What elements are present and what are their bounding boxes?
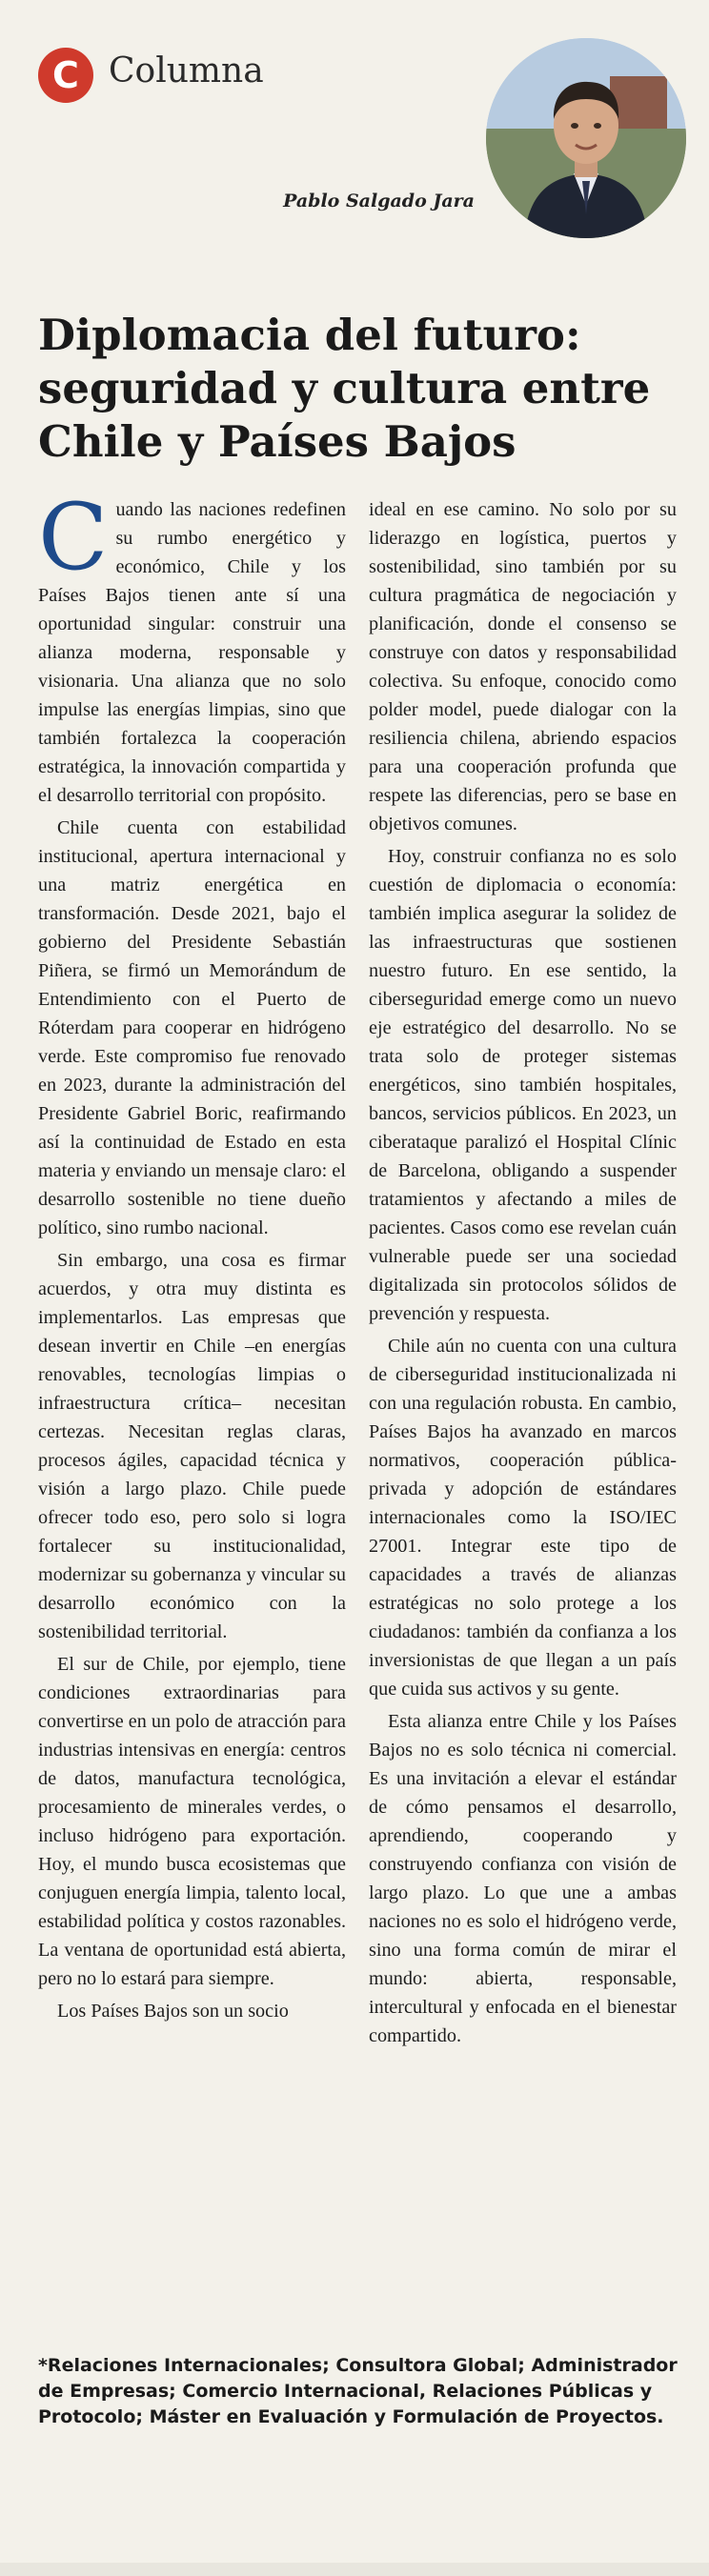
title-line-2: seguridad y cultura entre	[38, 363, 651, 414]
article-column-right	[369, 495, 677, 2363]
author-name: Pablo Salgado Jara	[283, 191, 475, 211]
article-body	[38, 484, 677, 2363]
paragraph: ideal en ese camino. No solo por su liderazgo en logística, puertos y sostenibilidad, sino también por su cultura pragmática de negociación y planificación, donde el consenso se construye con datos y responsabilidad colectiva. Su enfoque, conocido como polder model, puede dialogar con la resiliencia chilena, abriendo espacios para una cooperación profunda que respete las diferencias, pero se base en objetivos comunes.	[369, 499, 677, 835]
section-label: Columna	[109, 51, 264, 91]
title-line-1: Diplomacia del futuro:	[38, 310, 581, 361]
paragraph: Los Países Bajos son un socio	[57, 2001, 289, 2022]
paragraph	[38, 484, 346, 810]
paragraph: Chile cuenta con estabilidad institucional, apertura internacional y una matriz energética en transformación. Desde 2021, bajo el gobierno del Presidente Sebastián Piñera, se firmó un Memorándum de Entendimiento con el Puerto de Róterdam para cooperar en hidrógeno verde. Este compromiso fue renovado en 2023, durante la administración del Presidente Gabriel Boric, reafirmando así la continuidad de Estado en esta materia y enviando un mensaje claro: el desarrollo sostenible no tiene dueño político, sino rumbo nacional.	[38, 817, 346, 1238]
column-header	[38, 38, 686, 257]
page-bottom-edge	[0, 2563, 709, 2576]
paragraph-text: uando las naciones redefinen su rumbo energético y económico, Chile y los Países Bajos tienen ante sí una oportunidad singular: construir una alianza moderna, responsable y visionaria. Una alianza que no solo impulse las energías limpias, sino que también fortalezca la cooperación estratégica, la innovación compartida y el desarrollo territorial con propósito.	[38, 499, 346, 806]
title-line-3: Chile y Países Bajos	[38, 416, 517, 468]
drop-cap: C	[38, 484, 109, 591]
article-column-left	[38, 484, 346, 2363]
author-credentials-footnote: *Relaciones Internacionales; Consultora Global; Administrador de Empresas; Comercio Internacional, Relaciones Públicas y Protocolo; Máster en Evaluación y Formulación de Proyectos.	[38, 2355, 678, 2427]
paragraph: Sin embargo, una cosa es firmar acuerdos, y otra muy distinta es implementarlos. Las empresas que desean invertir en Chile –en energías renovables, tecnologías limpias o infraestructura crítica– necesitan certezas. Necesitan reglas claras, procesos ágiles, capacidad técnica y visión a largo plazo. Chile puede ofrecer todo eso, pero solo si logra fortalecer su institucionalidad, modernizar su gobernanza y vincular su desarrollo económico con la sostenibilidad territorial.	[38, 1250, 346, 1642]
author-photo	[486, 38, 686, 238]
paragraph: Chile aún no cuenta con una cultura de ciberseguridad institucionalizada ni con una regulación robusta. En cambio, Países Bajos ha avanzado en marcos normativos, cooperación pública-privada y adopción de estándares internacionales como la ISO/IEC 27001. Integrar este tipo de capacidades a través de alianzas estratégicas no solo protege a los ciudadanos: también da confianza a los inversionistas de que llegan a un país que cuida sus activos y su gente.	[369, 1336, 677, 1700]
article-title	[38, 309, 667, 469]
paragraph: El sur de Chile, por ejemplo, tiene condiciones extraordinarias para convertirse en un polo de atracción para industrias intensivas en energía: centros de datos, manufactura tecnológica, procesamiento de minerales verdes, o incluso hidrógeno para exportación. Hoy, el mundo busca ecosistemas que conjuguen energía limpia, talento local, estabilidad política y costos razonables. La ventana de oportunidad está abierta, pero no lo estará para siempre.	[38, 1654, 346, 1989]
author-portrait-illustration	[486, 38, 686, 238]
paragraph: Esta alianza entre Chile y los Países Bajos no es solo técnica ni comercial. Es una invitación a elevar el estándar de cómo pensamos el desarrollo, aprendiendo, cooperando y construyendo confianza con visión de largo plazo. Lo que une a ambas naciones no es solo el hidrógeno verde, sino una forma común de mirar el mundo: abierta, responsable, intercultural y enfocada en el bienestar compartido.	[369, 1711, 677, 2046]
column-badge: C	[38, 48, 93, 103]
paragraph: Hoy, construir confianza no es solo cuestión de diplomacia o economía: también implica asegurar la solidez de las infraestructuras que sostienen nuestro futuro. En ese sentido, la ciberseguridad emerge como un nuevo eje estratégico del desarrollo. No se trata solo de proteger sistemas energéticos, sino también hospitales, bancos, servicios públicos. En 2023, un ciberataque paralizó el Hospital Clínic de Barcelona, obligando a suspender tratamientos y afectando a miles de pacientes. Casos como ese revelan cuán vulnerable puede ser una sociedad digitalizada sin protocolos sólidos de prevención y respuesta.	[369, 846, 677, 1324]
